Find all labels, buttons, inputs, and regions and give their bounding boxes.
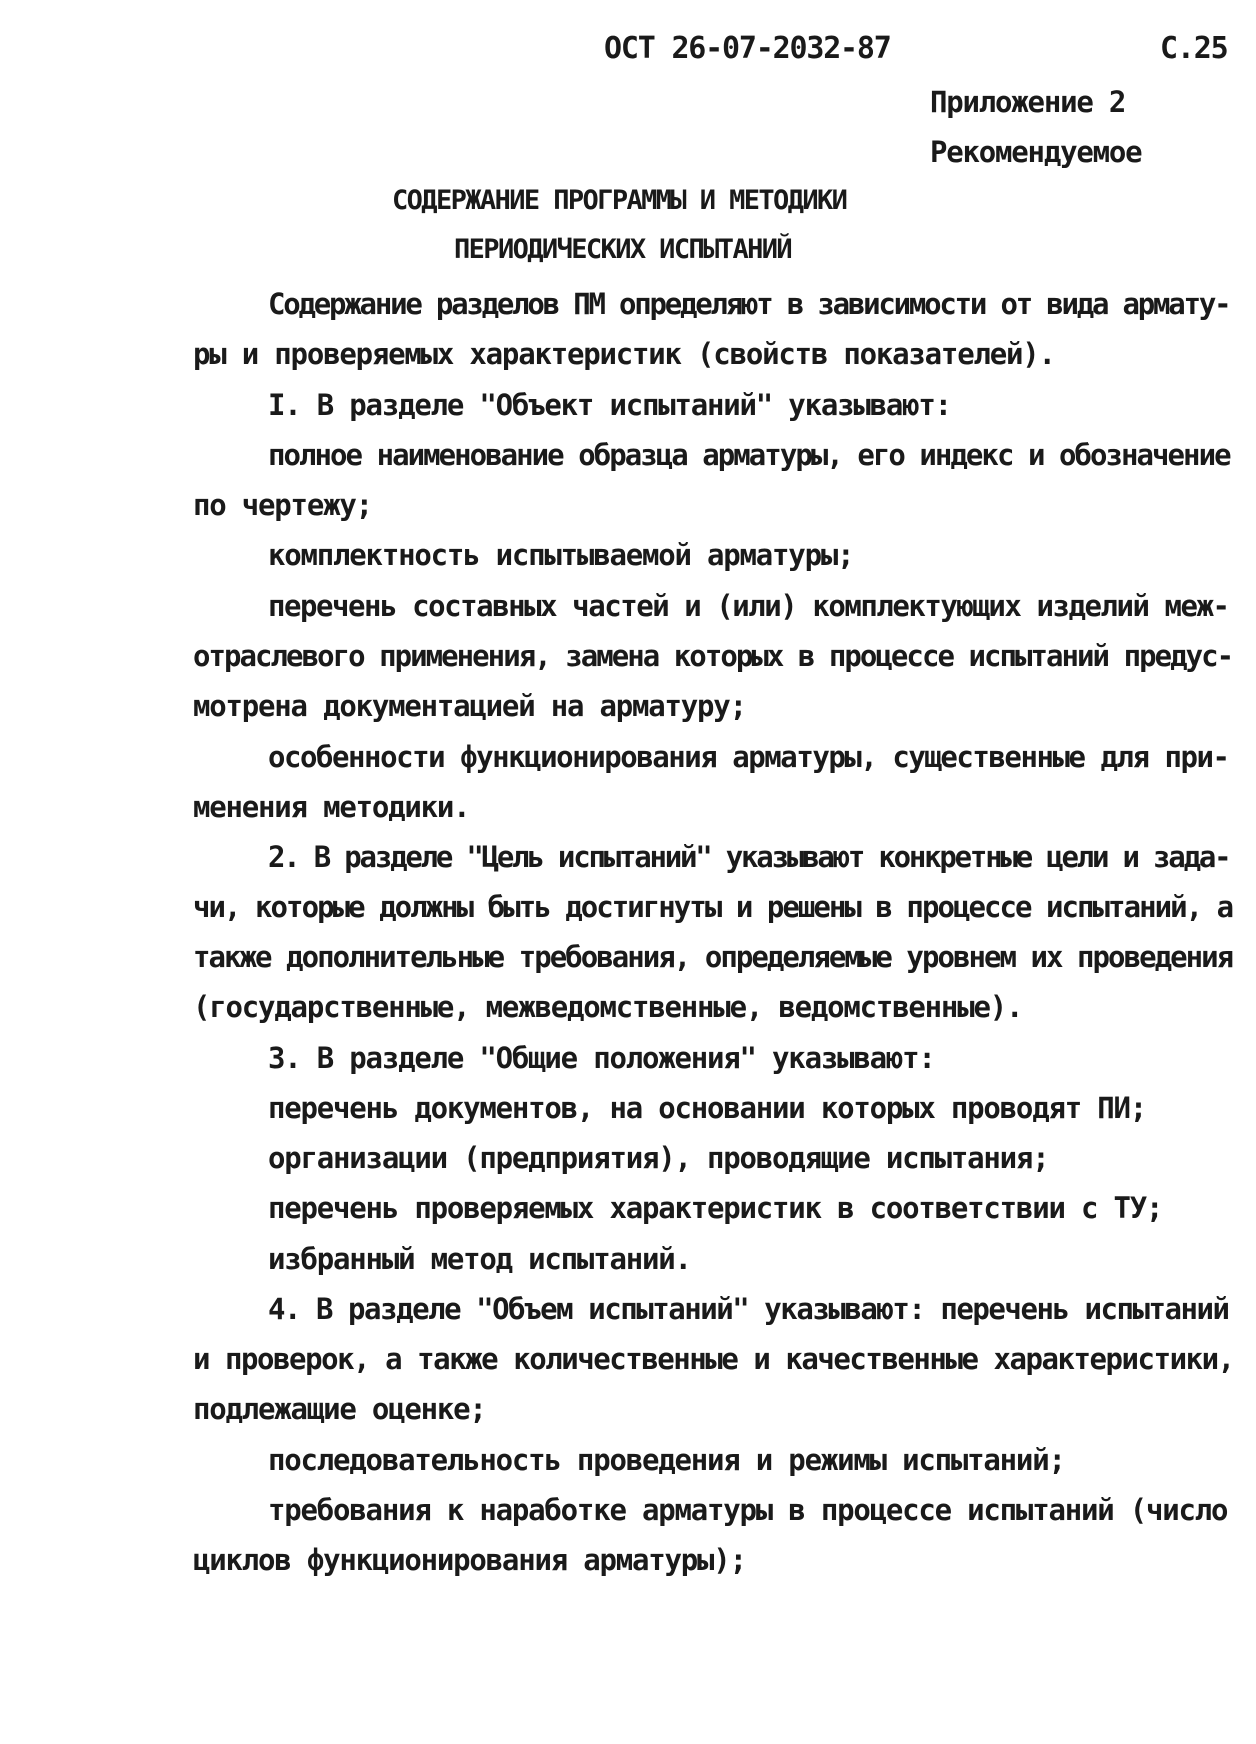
text-line: также дополнительные требования, определяемые уровнем их проведения [193,940,1233,974]
title-line-1: СОДЕРЖАНИЕ ПРОГРАММЫ И МЕТОДИКИ [392,185,847,216]
text-line: перечень проверяемых характеристик в соответствии с ТУ; [268,1191,1163,1225]
text-line: чи, которые должны быть достигнуты и решены в процессе испытаний, а [193,890,1233,924]
text-line: подлежащие оценке; [193,1392,486,1426]
appendix-label: Приложение 2 [930,85,1126,119]
text-line: организации (предприятия), проводящие испытания; [268,1141,1049,1175]
text-line: менения методики. [193,790,470,824]
text-line: мотрена документацией на арматуру; [193,689,746,723]
text-line: 2. В разделе "Цель испытаний" указывают конкретные цели и зада- [268,840,1230,874]
text-line: особенности функционирования арматуры, существенные для при- [268,740,1229,774]
text-line: 4. В разделе "Объем испытаний" указывают: перечень испытаний [268,1292,1229,1326]
text-line: 3. В разделе "Общие положения" указывают: [268,1041,935,1075]
text-line: циклов функционирования арматуры); [193,1543,746,1577]
appendix-status: Рекомендуемое [930,135,1142,169]
text-line: последовательность проведения и режимы испытаний; [268,1443,1065,1477]
text-line: I. В разделе "Объект испытаний" указывают: [268,388,951,422]
text-line: перечень составных частей и (или) комплектующих изделий меж- [268,589,1229,623]
text-line: по чертежу; [193,488,372,522]
text-line: комплектность испытываемой арматуры; [268,538,854,572]
text-line: перечень документов, на основании которых проводят ПИ; [268,1091,1147,1125]
text-line: Содержание разделов ПМ определяют в зависимости от вида армату- [268,287,1230,321]
text-line: отраслевого применения, замена которых в процессе испытаний предус- [193,639,1233,673]
text-line: избранный метод испытаний. [268,1242,691,1276]
text-line: и проверок, а также количественные и качественные характеристики, [193,1342,1234,1376]
text-line: ры и проверяемых характеристик (свойств показателей). [193,337,1055,371]
text-line: полное наименование образца арматуры, его индекс и обозначение [268,438,1230,472]
text-line: (государственные, межведомственные, ведомственные). [193,990,1023,1024]
title-line-2: ПЕРИОДИЧЕСКИХ ИСПЫТАНИЙ [454,234,792,265]
document-code: ОСТ 26-07-2032-87 [604,31,891,66]
text-line: требования к наработке арматуры в процессе испытаний (число [268,1493,1228,1527]
page-number: С.25 [1160,31,1228,66]
